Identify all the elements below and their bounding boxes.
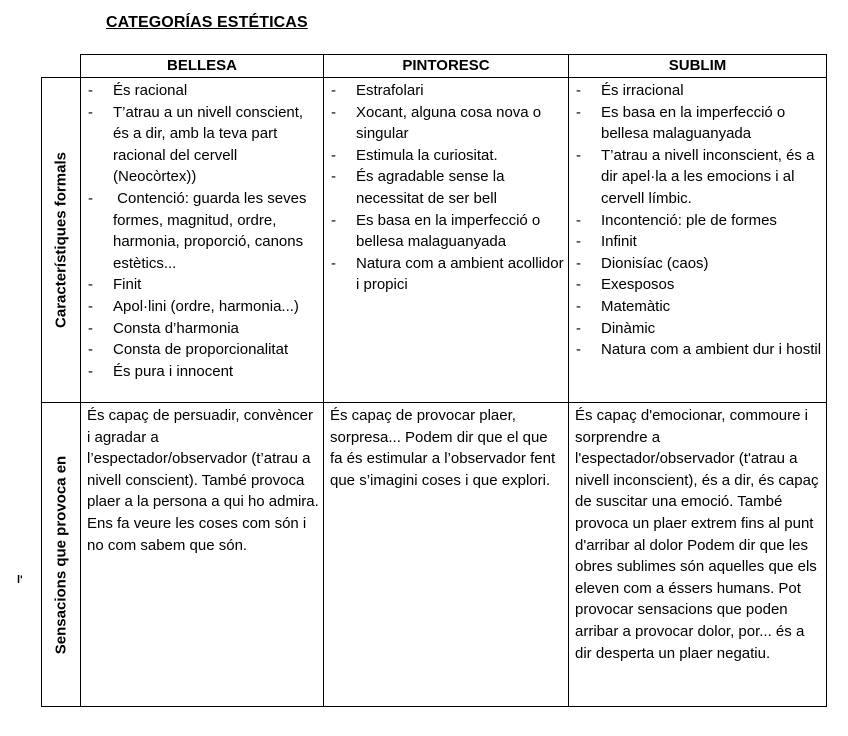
list-item: - Xocant, alguna cosa nova o singular bbox=[330, 102, 564, 145]
header-sublim: SUBLIM bbox=[569, 55, 827, 78]
list-item: - Infinit bbox=[575, 231, 822, 253]
truncated-label-fragment: l' bbox=[17, 574, 23, 586]
row-label-sensations: Sensacions que provoca en bbox=[52, 455, 70, 654]
list-item: - És pura i innocent bbox=[87, 361, 319, 383]
row-formal-characteristics bbox=[42, 78, 827, 403]
list-item: - Exesposos bbox=[575, 274, 822, 296]
list-item: - Consta de proporcionalitat bbox=[87, 339, 319, 361]
page-title: CATEGORÍAS ESTÉTICAS bbox=[106, 14, 308, 31]
list-item: - Natura com a ambient dur i hostil bbox=[575, 339, 822, 361]
list-item: - És racional bbox=[87, 80, 319, 102]
list-item: - Dionisíac (caos) bbox=[575, 253, 822, 275]
list-item: - Estrafolari bbox=[330, 80, 564, 102]
list-bellesa-formal bbox=[87, 80, 319, 382]
list-item: - Es basa en la imperfecció o bellesa malaguanyada bbox=[575, 102, 822, 145]
list-item: - Finit bbox=[87, 274, 319, 296]
row-label-formal: Característiques formals bbox=[52, 152, 70, 328]
cell-pintoresc-formal bbox=[324, 78, 569, 403]
text-bellesa-sensations: És capaç de persuadir, convèncer i agradar a l’espectador/observador (t’atrau a nivell conscient). També provoca plaer a la persona a qui ho admira. Ens fa veure les coses com són i no com sabem que són. bbox=[87, 407, 319, 554]
aesthetic-categories-table bbox=[41, 54, 827, 707]
list-item: - Consta d’harmonia bbox=[87, 318, 319, 340]
header-bellesa: BELLESA bbox=[81, 55, 324, 78]
header-row bbox=[42, 55, 827, 78]
list-item: - És agradable sense la necessitat de ser bell bbox=[330, 166, 564, 209]
list-sublim-formal bbox=[575, 80, 822, 361]
row-sensations bbox=[42, 403, 827, 707]
list-item: - T’atrau a un nivell conscient, és a dir, amb la teva part racional del cervell (Neocòrtex)) bbox=[87, 102, 319, 188]
list-item: - Incontenció: ple de formes bbox=[575, 210, 822, 232]
row-header-sensations bbox=[42, 403, 81, 707]
cell-pintoresc-sensations bbox=[324, 403, 569, 707]
list-item: - Matemàtic bbox=[575, 296, 822, 318]
list-item: - Contenció: guarda les seves formes, magnitud, ordre, harmonia, proporció, canons estètics... bbox=[87, 188, 319, 274]
cell-sublim-sensations bbox=[569, 403, 827, 707]
header-pintoresc: PINTORESC bbox=[324, 55, 569, 78]
text-sublim-sensations: És capaç d'emocionar, commoure i sorprendre a l'espectador/observador (t'atrau a nivell inconscient), és a dir, és capaç de suscitar una emoció. També provoca un plaer extrem fins al punt d'arribar al dolor Podem dir que les obres sublimes són aquelles que els eleven com a éssers humans. Pot provocar sensacions que poden arribar a provocar dolor, por... és a dir desperta un plaer negatiu. bbox=[575, 407, 819, 662]
header-corner bbox=[42, 55, 81, 78]
list-item: - Apol·lini (ordre, harmonia...) bbox=[87, 296, 319, 318]
cell-bellesa-formal bbox=[81, 78, 324, 403]
list-item: - T’atrau a nivell inconscient, és a dir apel·la a les emocions i al cervell límbic. bbox=[575, 145, 822, 210]
list-item: - Natura com a ambient acollidor i propici bbox=[330, 253, 564, 296]
text-pintoresc-sensations: És capaç de provocar plaer, sorpresa... Podem dir que el que fa és estimular a l’observador fent que s’imagini coses i que explori. bbox=[330, 407, 556, 489]
row-header-formal bbox=[42, 78, 81, 403]
cell-sublim-formal bbox=[569, 78, 827, 403]
list-pintoresc-formal bbox=[330, 80, 564, 296]
list-item: - Estimula la curiositat. bbox=[330, 145, 564, 167]
list-item: - Dinàmic bbox=[575, 318, 822, 340]
list-item: - Es basa en la imperfecció o bellesa malaguanyada bbox=[330, 210, 564, 253]
cell-bellesa-sensations bbox=[81, 403, 324, 707]
list-item: - És irracional bbox=[575, 80, 822, 102]
